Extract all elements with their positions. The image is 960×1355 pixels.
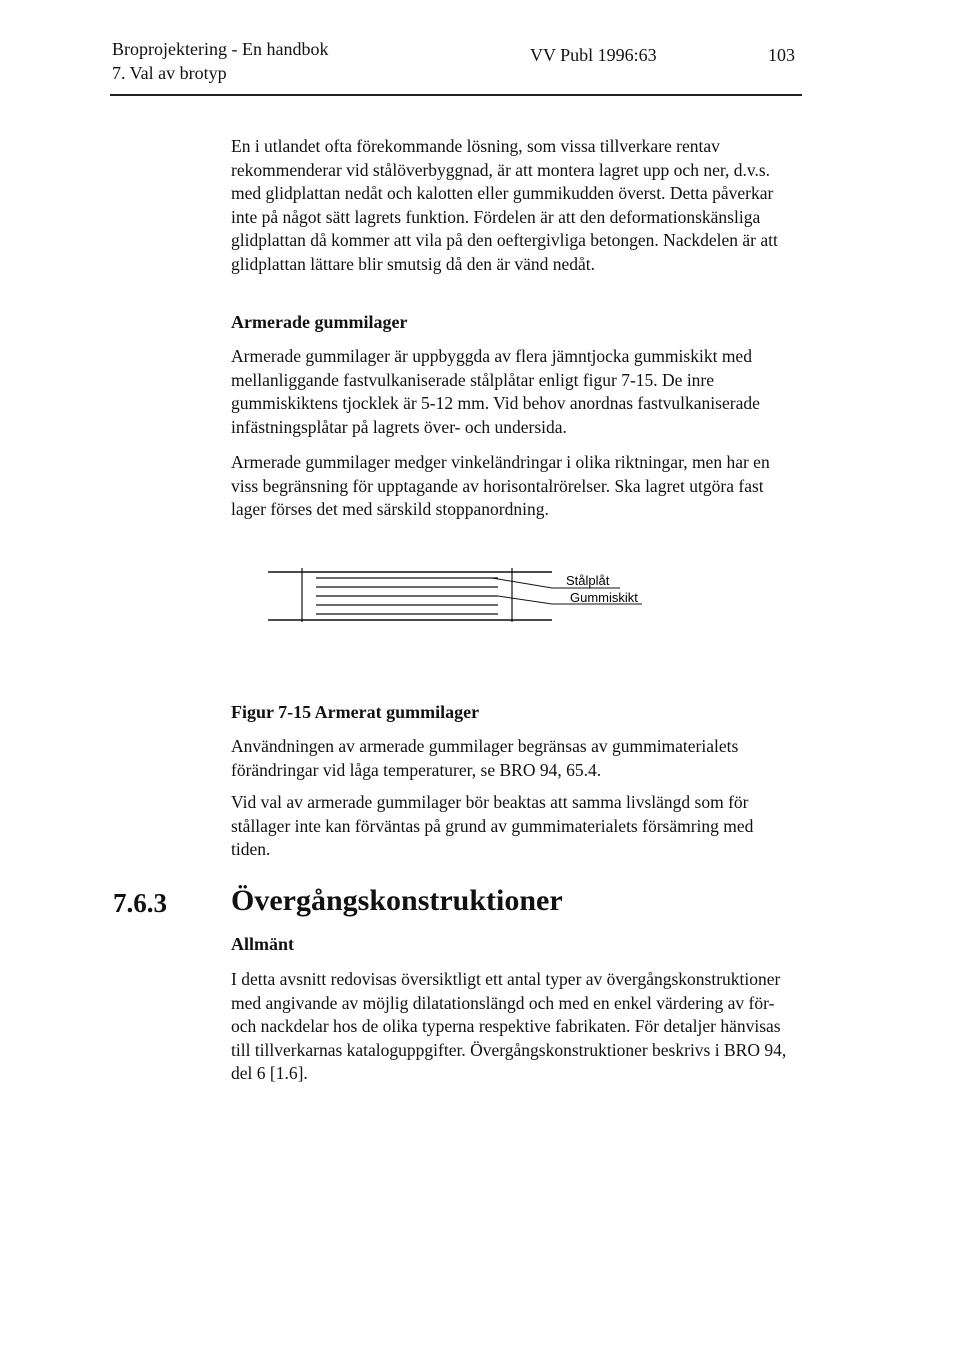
label-gummiskikt: Gummiskikt [570,590,638,605]
header-title: Broprojektering - En handbok [112,39,329,59]
header-chapter: 7. Val av brotyp [112,63,227,83]
paragraph-lifetime: Vid val av armerade gummilager bör beaktas att samma livslängd som för stållager inte kan förväntas på grund av gummimaterialets försämring med tiden. [231,792,754,860]
steel-plates [316,578,498,614]
heading-armerade-gummilager: Armerade gummilager [231,312,408,332]
paragraph-temperature: Användningen av armerade gummilager begränsas av gummimaterialets förändringar vid låga temperaturer, se BRO 94, 65.4. [231,736,739,780]
figure-armerat-gummilager [260,560,660,630]
header-rule [110,94,802,96]
page-number: 103 [768,45,795,65]
figure-caption: Figur 7-15 Armerat gummilager [231,702,480,722]
paragraph-armerade-construction: Armerade gummilager är uppbyggda av flera jämntjocka gummiskikt med mellanliggande fastvulkaniserade stålplåtar enligt figur 7-15. De inre gummiskiktens tjocklek är 5-12 mm. Vid behov anordnas fastvulkaniserade infästningsplåtar på lagrets över- och undersida. [231,346,760,437]
heading-allmant: Allmänt [231,934,294,954]
section-number: 7.6.3 [113,888,167,918]
paragraph-armerade-movement: Armerade gummilager medger vinkeländringar i olika riktningar, men har en viss begränsning för upptagande av horisontalrörelser. Ska lagret utgöra fast lager förses det med särskild stoppanordning. [231,452,770,520]
label-stalplat: Stålplåt [566,573,610,588]
header-publication: VV Publ 1996:63 [530,45,657,65]
section-title: Övergångskonstruktioner [231,884,563,917]
paragraph-overview: I detta avsnitt redovisas översiktligt ett antal typer av övergångskonstruktioner med angivande av möjlig dilatationslängd och med en enkel värdering av för- och nackdelar hos de olika typerna respektive fabrikaten. För detaljer hänvisas till tillverkarnas kataloguppgifter. Övergångskonstruktioner beskrivs i BRO 94, del 6 [1.6]. [231,969,787,1084]
paragraph-bearing-orientation: En i utlandet ofta förekommande lösning, som vissa tillverkare rentav rekommenderar vid stålöverbyggnad, är att montera lagret upp och ner, d.v.s. med glidplattan nedåt och kalotten eller gummikudden överst. Detta påverkar inte på något sätt lagrets funktion. Fördelen är att den deformationskänsliga glidplattan då kommer att vila på den oeftergivliga betongen. Nackdelen är att glidplattan lättare blir smutsig då den är vänd nedåt. [231,136,778,274]
